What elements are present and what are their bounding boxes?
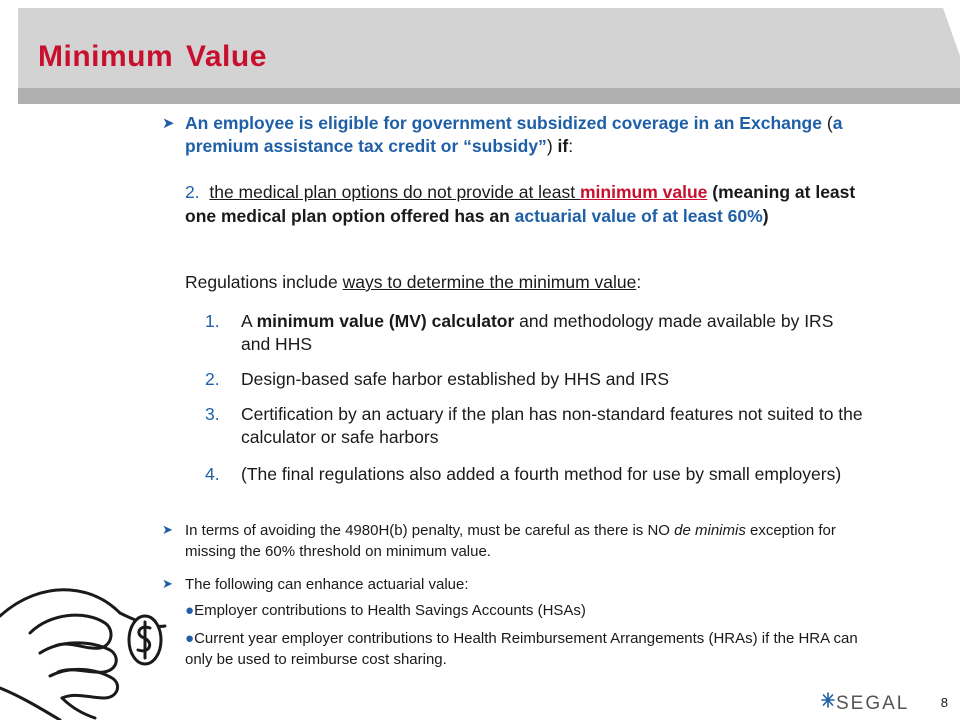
regulations-text: Regulations include <box>185 272 343 292</box>
arrow-bullet-icon: ➤ <box>162 522 173 537</box>
method-text-a: A <box>241 311 257 331</box>
colon: : <box>568 136 574 156</box>
penalty-text-c: exception for missing the 60% threshold on minimum value. <box>185 522 836 560</box>
method-text-c: and methodology made available by IRS and HHS <box>241 311 834 354</box>
method-item-1 <box>205 310 865 356</box>
logo-text: SEGAL <box>836 693 910 714</box>
sub-bullet-text: Employer contributions to Health Savings Accounts (HSAs) <box>194 602 586 619</box>
regulations-underlined: ways to determine the minimum value <box>342 272 637 292</box>
bullet-penalty <box>185 520 875 562</box>
mv-calculator-term: minimum value (MV) calculator <box>256 311 515 331</box>
method-number: 1. <box>205 311 220 331</box>
method-item-3 <box>205 403 865 449</box>
subsidy-text: a premium assistance tax credit or “subsidy” <box>185 113 843 156</box>
sub-bullet-text: Current year employer contributions to Health Reimbursement Arrangements (HRAs) if the HRA can only be used to reimburse cost sharing. <box>185 630 858 668</box>
method-item-4 <box>205 463 865 486</box>
condition-number: 2. <box>185 182 200 202</box>
dot-bullet-icon: ● <box>185 602 195 619</box>
condition-meaning: (meaning at least one medical plan option offered has an <box>185 182 856 226</box>
condition-text: the medical plan options do not provide at least <box>209 182 580 202</box>
method-text <box>205 310 865 356</box>
arrow-bullet-icon: ➤ <box>162 115 175 132</box>
bullet-enhance: The following can enhance actuarial value: <box>185 576 469 593</box>
hand-coin-illustration <box>0 568 175 720</box>
regulations-colon: : <box>636 272 642 292</box>
arrow-bullet-icon: ➤ <box>162 576 173 591</box>
regulations-line <box>185 272 641 293</box>
paren-close: ) <box>546 136 558 156</box>
method-text: (The final regulations also added a fourth method for use by small employers) <box>241 464 842 484</box>
method-number: 3. <box>205 404 220 424</box>
dot-bullet-icon: ● <box>185 630 195 647</box>
title-rule <box>18 88 960 104</box>
sub-bullet-hsa <box>185 600 875 621</box>
paren-close-2: ) <box>762 206 769 226</box>
de-minimis-term: de minimis <box>674 522 746 539</box>
penalty-text-a: In terms of avoiding the 4980H(b) penalty, must be careful as there is NO <box>185 522 675 539</box>
if-text: if <box>557 136 569 156</box>
bullet-eligibility-text: An employee is eligible for government subsidized coverage in an Exchange <box>185 113 822 133</box>
actuarial-value-term: actuarial value of at least 60% <box>514 206 763 226</box>
method-number: 2. <box>205 369 220 389</box>
bullet-eligibility <box>185 112 885 158</box>
minimum-value-term: minimum value <box>580 182 708 202</box>
sub-bullet-hra <box>185 628 875 670</box>
method-number: 4. <box>205 464 220 484</box>
method-text: Certification by an actuary if the plan has non-standard features not suited to the calculator or safe harbors <box>241 404 863 447</box>
slide-title: Minimum Value <box>38 40 267 73</box>
page-number: 8 <box>940 695 948 710</box>
method-text: Design-based safe harbor established by HHS and IRS <box>241 369 670 389</box>
condition-item <box>185 180 885 228</box>
paren-open: ( <box>821 113 833 133</box>
method-item-2 <box>205 368 865 391</box>
